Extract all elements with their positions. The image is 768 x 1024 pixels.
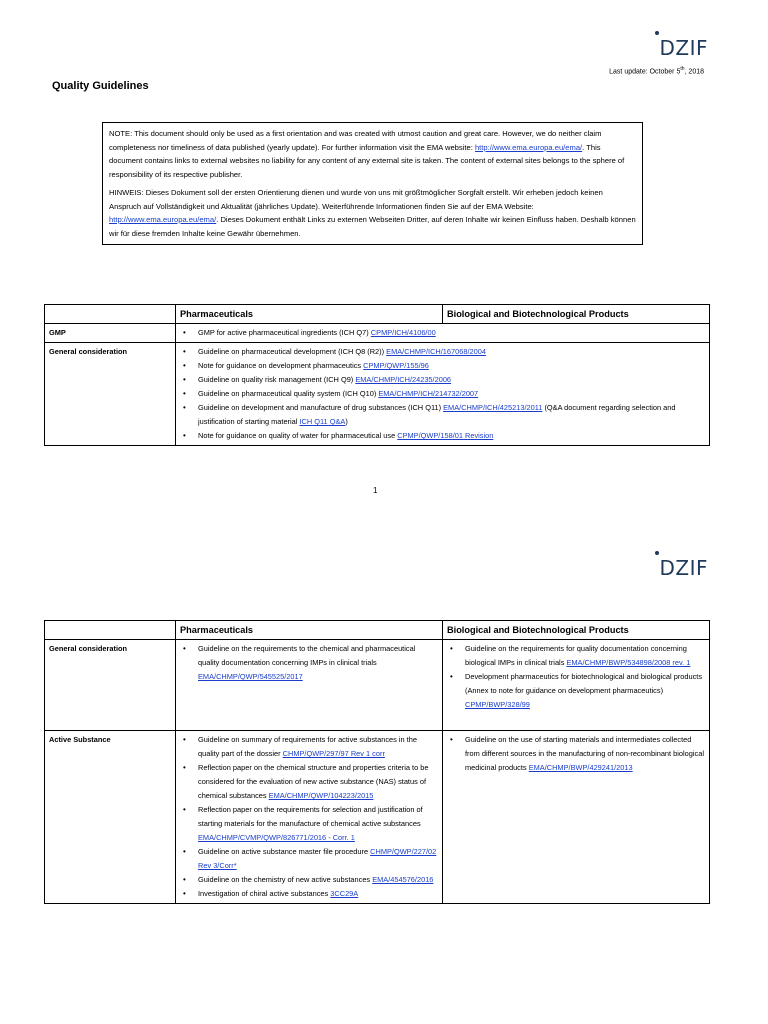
active-pharma-cell bbox=[176, 731, 443, 904]
dzif-logo: DZIF bbox=[659, 36, 708, 60]
list-item: • Guideline on the requirements to the chemical and pharmaceutical quality documentation concerning IMPs in clinical trials EMA/CHMP/QWP/545525/2017 bbox=[180, 642, 438, 684]
guideline-link[interactable]: CPMP/BWP/328/99 bbox=[465, 700, 530, 709]
active-bio-cell bbox=[443, 731, 710, 904]
general-cell bbox=[176, 343, 710, 446]
list-item: • Guideline on quality risk management (ICH Q9) EMA/CHMP/ICH/24235/2006 bbox=[180, 373, 705, 387]
list-item: • Development pharmaceutics for biotechnological and biological products (Annex to note for guidance on development pharmaceutics) CPMP/BWP/328/99 bbox=[447, 670, 705, 712]
table-header-row bbox=[45, 621, 710, 640]
list-item: • Reflection paper on the chemical structure and properties criteria to be considered for the evaluation of new active substance (NAS) status of chemical substances EMA/CHMP/QWP/104223/2015 bbox=[180, 761, 438, 803]
list-item: • Note for guidance on development pharmaceutics CPMP/QWP/155/96 bbox=[180, 359, 705, 373]
table-row-gmp bbox=[45, 324, 710, 343]
guideline-link[interactable]: CPMP/ICH/4106/00 bbox=[370, 328, 436, 337]
row-label-gmp: GMP bbox=[45, 324, 176, 343]
guideline-link[interactable]: EMA/CHMP/CVMP/QWP/826771/2016 - Corr. 1 bbox=[198, 833, 355, 842]
list-item: • Guideline on development and manufacture of drug substances (ICH Q11) EMA/CHMP/ICH/425213/2011 (Q&A document regarding selection and justification of starting material ICH Q11 Q&A) bbox=[180, 401, 705, 429]
guideline-link[interactable]: EMA/CHMP/ICH/425213/2011 bbox=[443, 403, 543, 412]
table-row-general-consideration bbox=[45, 343, 710, 446]
guideline-link[interactable]: EMA/CHMP/BWP/429241/2013 bbox=[528, 763, 633, 772]
list-item: • Guideline on summary of requirements for active substances in the quality part of the dossier CHMP/QWP/297/97 Rev 1 corr bbox=[180, 733, 438, 761]
list-item: • Note for guidance on quality of water for pharmaceutical use CPMP/QWP/158/01 Revision bbox=[180, 429, 705, 443]
guideline-link[interactable]: CPMP/QWP/158/01 Revision bbox=[397, 431, 494, 440]
guideline-link[interactable]: EMA/CHMP/QWP/545525/2017 bbox=[198, 672, 303, 681]
guideline-link[interactable]: CHMP/QWP/227/02 Rev 3/Corr* bbox=[198, 847, 437, 870]
document-page-1 bbox=[0, 0, 768, 510]
guideline-link[interactable]: CHMP/QWP/297/97 Rev 1 corr bbox=[282, 749, 385, 758]
header-biological: Biological and Biotechnological Products bbox=[443, 305, 710, 324]
guideline-link[interactable]: EMA/CHMP/BWP/534898/2008 rev. 1 bbox=[566, 658, 691, 667]
page-number: 1 bbox=[373, 486, 378, 495]
guideline-link[interactable]: 3CC29A bbox=[330, 889, 359, 898]
document-page-2 bbox=[0, 540, 768, 1024]
header-pharmaceuticals: Pharmaceuticals bbox=[176, 621, 443, 640]
guideline-link[interactable]: CPMP/QWP/155/96 bbox=[363, 361, 429, 370]
gmp-cell bbox=[176, 324, 710, 343]
ema-website-link[interactable]: http://www.ema.europa.eu/ema/ bbox=[474, 142, 583, 152]
disclaimer-box bbox=[102, 122, 643, 245]
guideline-link[interactable]: EMA/CHMP/ICH/214732/2007 bbox=[378, 389, 479, 398]
guideline-link[interactable]: EMA/CHMP/ICH/167068/2004 bbox=[386, 347, 486, 356]
general-pharma-cell bbox=[176, 640, 443, 731]
row-label-general: General consideration bbox=[45, 343, 176, 446]
guidelines-table-page1 bbox=[44, 304, 710, 446]
guideline-link[interactable]: EMA/454576/2016 bbox=[372, 875, 434, 884]
qa-document-link[interactable]: ICH Q11 Q&A bbox=[299, 417, 346, 426]
dzif-logo: DZIF bbox=[659, 556, 708, 580]
disclaimer-english: NOTE: This document should only be used as a first orientation and was created with utmost caution and great care. However, we do neither claim completeness nor timeliness of data published (yearly update). For further information visit the EMA website: http://www.ema.europa.eu/ema/. This document contains links to external websites no liability for any content of any external site is taken. The content of external sites belongs to the sphere of responsibility of its respective publisher. bbox=[109, 129, 625, 179]
ema-website-link-de[interactable]: http://www.ema.europa.eu/ema/ bbox=[109, 215, 217, 224]
list-item: • Guideline on the chemistry of new active substances EMA/454576/2016 bbox=[180, 873, 438, 887]
table-row-general-consideration bbox=[45, 640, 710, 731]
list-item: • Guideline on pharmaceutical quality system (ICH Q10) EMA/CHMP/ICH/214732/2007 bbox=[180, 387, 705, 401]
guideline-link[interactable]: EMA/CHMP/ICH/24235/2006 bbox=[355, 375, 452, 384]
table-header-row bbox=[45, 305, 710, 324]
last-update-date: Last update: October 5th, 2018 bbox=[609, 66, 704, 76]
list-item: • Guideline on the use of starting materials and intermediates collected from different sources in the manufacturing of non-recombinant biological medicinal products EMA/CHMP/BWP/429241/2013 bbox=[447, 733, 705, 775]
guidelines-table-page2 bbox=[44, 620, 710, 904]
disclaimer-german: HINWEIS: Dieses Dokument soll der ersten Orientierung dienen und wurde von uns mit größtmöglicher Sorgfalt erstellt. Wir erheben jedoch keinen Anspruch auf Vollständigkeit und Aktualität (jährliches Update). Weiterführende Informationen finden Sie auf der EMA Website: http://www.ema.europa.eu/ema/. Dieses Dokument enthält Links zu externen Webseiten Dritter, auf deren Inhalte wir keinen Einfluss haben. Deshalb können wir für diese fremden Inhalte keine Gewähr übernehmen. bbox=[109, 188, 636, 238]
header-empty bbox=[45, 305, 176, 324]
page-title: Quality Guidelines bbox=[52, 80, 149, 92]
list-item: • GMP for active pharmaceutical ingredients (ICH Q7) CPMP/ICH/4106/00 bbox=[180, 326, 705, 340]
list-item: • Investigation of chiral active substances 3CC29A bbox=[180, 887, 438, 901]
list-item: • Guideline on active substance master file procedure CHMP/QWP/227/02 Rev 3/Corr* bbox=[180, 845, 438, 873]
row-label-active-substance: Active Substance bbox=[45, 731, 176, 904]
general-bio-cell bbox=[443, 640, 710, 731]
list-item: • Reflection paper on the requirements for selection and justification of starting materials for the manufacture of chemical active substances EMA/CHMP/CVMP/QWP/826771/2016 - Corr. 1 bbox=[180, 803, 438, 845]
header-empty bbox=[45, 621, 176, 640]
list-item: • Guideline on the requirements for quality documentation concerning biological IMPs in clinical trials EMA/CHMP/BWP/534898/2008 rev. 1 bbox=[447, 642, 705, 670]
row-label-general: General consideration bbox=[45, 640, 176, 731]
guideline-link[interactable]: EMA/CHMP/QWP/104223/2015 bbox=[268, 791, 374, 800]
table-row-active-substance bbox=[45, 731, 710, 904]
header-pharmaceuticals: Pharmaceuticals bbox=[176, 305, 443, 324]
header-biological: Biological and Biotechnological Products bbox=[443, 621, 710, 640]
list-item: • Guideline on pharmaceutical development (ICH Q8 (R2)) EMA/CHMP/ICH/167068/2004 bbox=[180, 345, 705, 359]
